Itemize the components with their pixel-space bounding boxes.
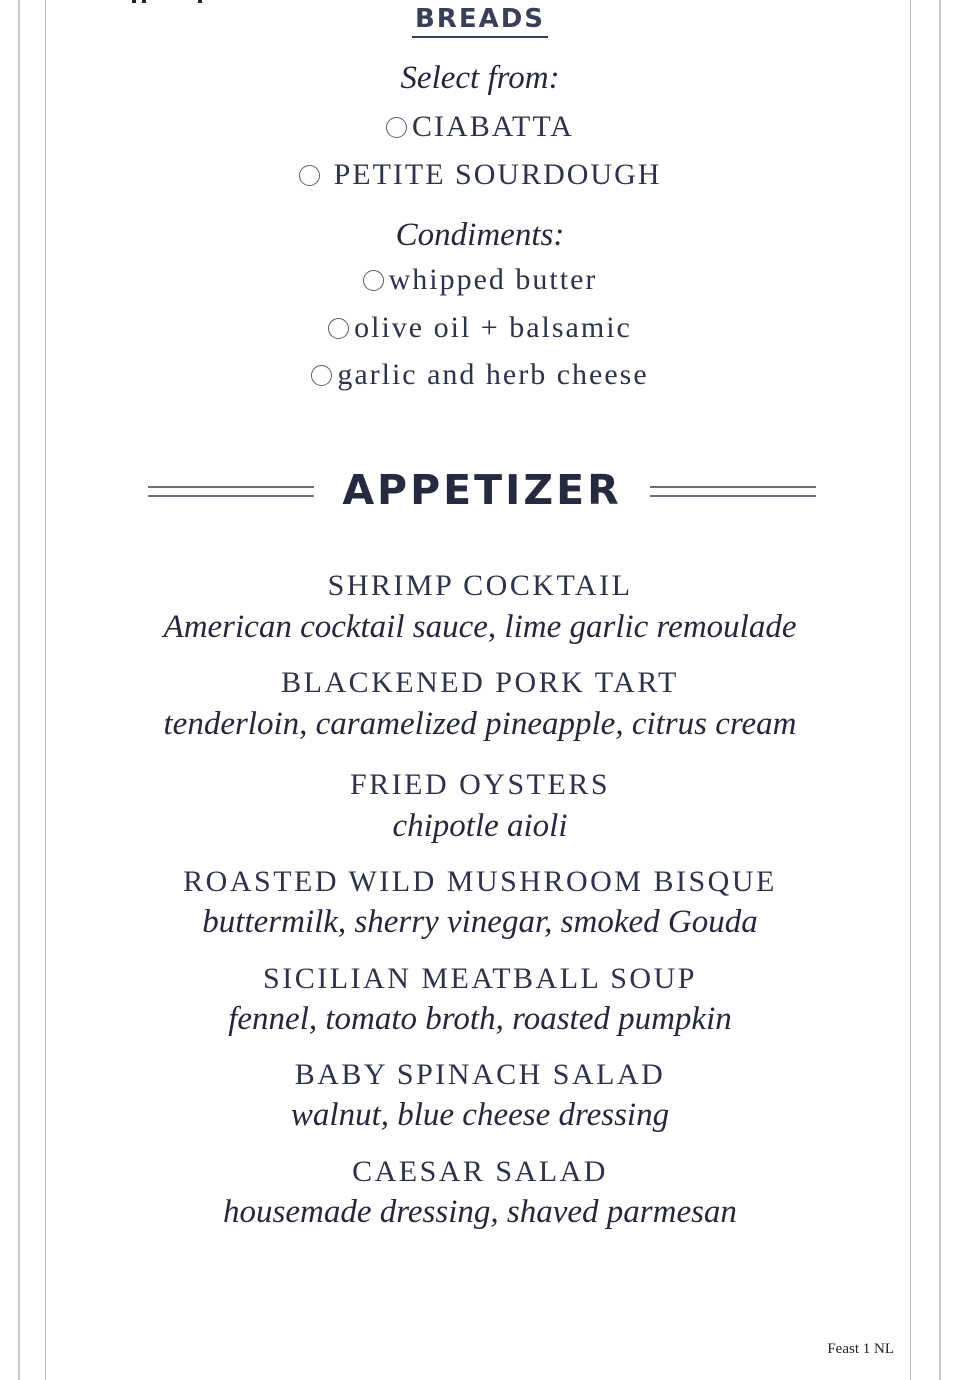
menu-item-description: tenderloin, caramelized pineapple, citrus cream xyxy=(163,706,797,742)
menu-item-name: FRIED OYSTERS xyxy=(349,768,611,801)
menu-item-name: CAESAR SALAD xyxy=(352,1155,608,1188)
appetizer-heading: APPETIZER xyxy=(342,466,622,514)
menu-item-name: BABY SPINACH SALAD xyxy=(294,1058,666,1091)
menu-item-name: BLACKENED PORK TART xyxy=(281,666,679,699)
menu-item-name: SICILIAN MEATBALL SOUP xyxy=(263,962,697,995)
footer-code: Feast 1 NL xyxy=(827,1341,894,1357)
menu-item-description: buttermilk, sherry vinegar, smoked Gouda xyxy=(202,904,758,940)
appetizer-heading-row xyxy=(148,463,816,519)
breads-heading: BREADS xyxy=(0,4,960,38)
condiment-option-whipped-butter[interactable] xyxy=(0,260,960,300)
select-from-label: Select from: xyxy=(400,60,560,96)
condiments-label: Condiments: xyxy=(395,217,565,253)
bread-option-ciabatta[interactable] xyxy=(0,107,960,147)
condiment-option-label: whipped butter xyxy=(388,263,598,296)
bread-option-petite-sourdough[interactable] xyxy=(0,155,960,195)
radio-icon[interactable] xyxy=(386,117,407,138)
menu-item-description: chipotle aioli xyxy=(392,808,568,844)
menu-item-name: SHRIMP COCKTAIL xyxy=(327,569,633,602)
condiment-option-label: olive oil + balsamic xyxy=(354,311,632,344)
radio-icon[interactable] xyxy=(328,318,349,339)
menu-item-description: fennel, tomato broth, roasted pumpkin xyxy=(228,1001,732,1037)
radio-icon[interactable] xyxy=(311,365,332,386)
menu-item-description: housemade dressing, shaved parmesan xyxy=(223,1194,737,1230)
radio-icon[interactable] xyxy=(299,165,320,186)
bread-option-label: PETITE SOURDOUGH xyxy=(333,158,662,191)
menu-item-name: ROASTED WILD MUSHROOM BISQUE xyxy=(183,865,777,898)
condiment-option-olive-oil-balsamic[interactable] xyxy=(0,308,960,348)
menu-item-description: American cocktail sauce, lime garlic remoulade xyxy=(163,609,797,645)
bread-option-label: CIABATTA xyxy=(412,110,574,143)
condiment-option-garlic-herb-cheese[interactable] xyxy=(0,355,960,395)
radio-icon[interactable] xyxy=(363,270,384,291)
menu-item-description: walnut, blue cheese dressing xyxy=(290,1097,670,1133)
condiment-option-label: garlic and herb cheese xyxy=(337,358,649,391)
